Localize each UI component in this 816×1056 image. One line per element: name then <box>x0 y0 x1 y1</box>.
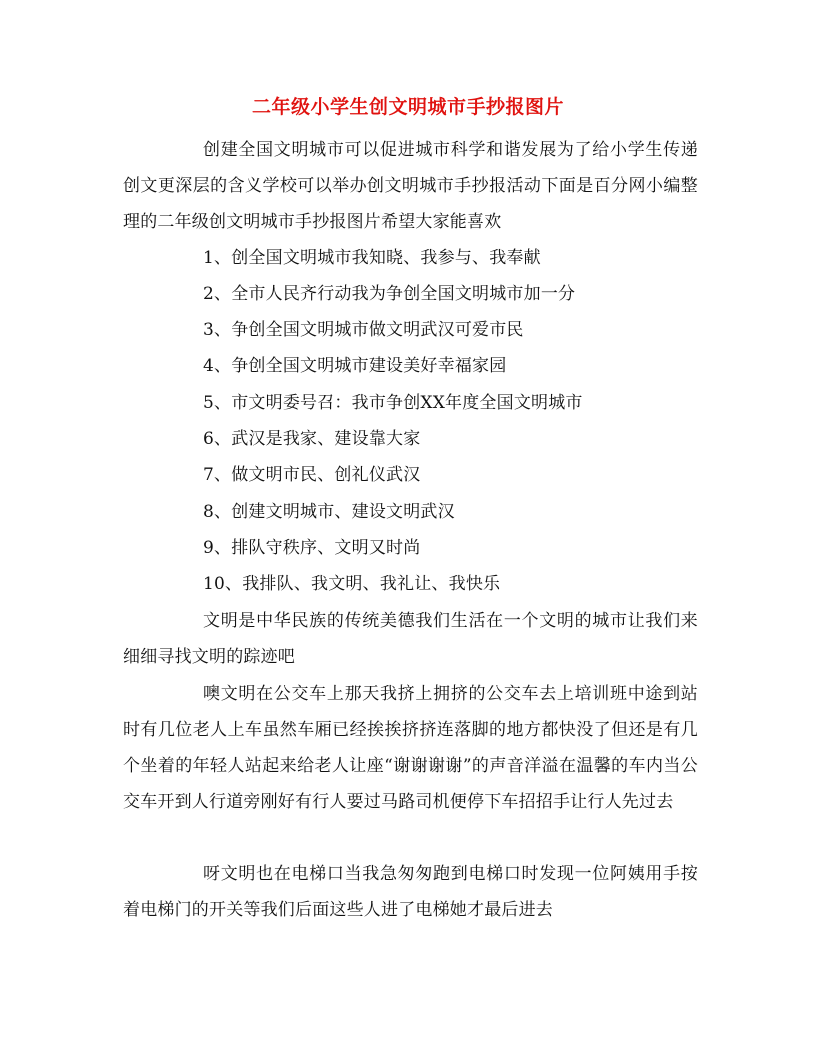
slogan-item: 8、创建文明城市、建设文明武汉 <box>203 502 455 522</box>
slogan-item: 10、我排队、我文明、我礼让、我快乐 <box>203 574 501 594</box>
slogan-item: 7、做文明市民、创礼仪武汉 <box>203 465 421 485</box>
slogan-item: 6、武汉是我家、建设靠大家 <box>203 429 421 449</box>
slogan-item: 3、争创全国文明城市做文明武汉可爱市民 <box>203 320 524 340</box>
slogan-item: 9、排队守秩序、文明又时尚 <box>203 538 421 558</box>
paragraph-civilization: 文明是中华民族的传统美德我们生活在一个文明的城市让我们来细细寻找文明的踪迹吧 <box>123 611 698 667</box>
paragraph-bus: 噢文明在公交车上那天我挤上拥挤的公交车去上培训班中途到站时有几位老人上车虽然车厢已经挨挨挤挤连落脚的地方都快没了但还是有几个坐着的年轻人站起来给老人让座“谢谢谢谢”的声音洋溢在温馨的车内当公交车开到人行道旁刚好有行人要过马路司机便停下车招招手让行人先过去 <box>123 684 698 812</box>
slogan-item: 5、市文明委号召：我市争创XX年度全国文明城市 <box>203 393 583 413</box>
document-title: 二年级小学生创文明城市手抄报图片 <box>251 96 564 118</box>
slogan-item: 4、争创全国文明城市建设美好幸福家园 <box>203 356 507 376</box>
intro-paragraph: 创建全国文明城市可以促进城市科学和谐发展为了给小学生传递创文更深层的含义学校可以举办创文明城市手抄报活动下面是百分网小编整理的二年级创文明城市手抄报图片希望大家能喜欢 <box>123 140 698 232</box>
slogan-item: 1、创全国文明城市我知晓、我参与、我奉献 <box>203 248 541 268</box>
paragraph-elevator: 呀文明也在电梯口当我急匆匆跑到电梯口时发现一位阿姨用手按着电梯门的开关等我们后面这些人进了电梯她才最后进去 <box>123 864 698 920</box>
slogan-item: 2、全市人民齐行动我为争创全国文明城市加一分 <box>203 284 576 304</box>
